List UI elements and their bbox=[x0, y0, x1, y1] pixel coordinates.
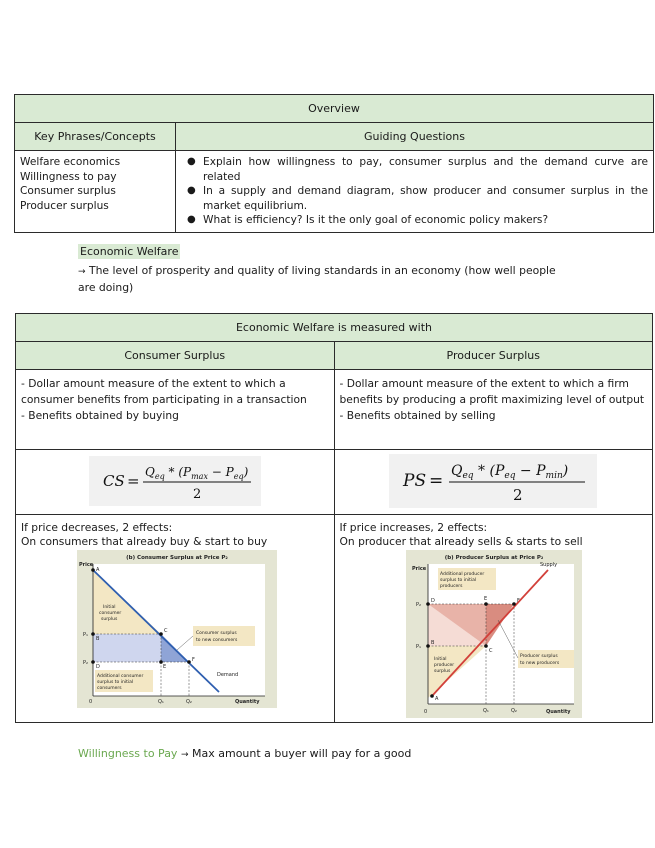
ps-x-axis-label: Quantity bbox=[545, 709, 570, 715]
welfare-definition-text: The level of prosperity and quality of living standards in an economy (how well people are doing) bbox=[78, 264, 556, 294]
producer-effects-line2: On producer that already sells & starts to sell bbox=[339, 534, 583, 548]
overview-table bbox=[14, 94, 654, 233]
ps-formula-lhs: PS bbox=[403, 470, 427, 491]
cs-formula-denominator: 2 bbox=[192, 486, 202, 502]
consumer-effects-cell bbox=[16, 515, 335, 723]
overview-title: Overview bbox=[15, 95, 654, 123]
svg-text:producer: producer bbox=[433, 663, 454, 668]
producer-surplus-definition bbox=[334, 370, 653, 450]
phrase-item: Producer surplus bbox=[20, 199, 109, 212]
svg-text:Additional producer: Additional producer bbox=[439, 572, 484, 577]
willingness-to-pay-line bbox=[78, 747, 411, 760]
question-item: ● Explain how willingness to pay, consumer surplus and the demand curve are related bbox=[203, 155, 648, 184]
cs-formula-numerator: $Q_{eq} * (P_{max} - P_{eq})$ bbox=[144, 464, 249, 481]
phrase-item: Willingness to pay bbox=[20, 170, 117, 183]
svg-text:C: C bbox=[488, 648, 492, 654]
ps-origin: 0 bbox=[423, 709, 427, 715]
svg-text:D: D bbox=[96, 664, 100, 670]
ps-formula-denominator: 2 bbox=[513, 485, 523, 504]
svg-text:Q₁: Q₁ bbox=[158, 699, 164, 705]
willingness-to-pay-term: Willingness to Pay bbox=[78, 747, 178, 760]
svg-text:P₂: P₂ bbox=[83, 660, 89, 666]
svg-text:consumers: consumers bbox=[97, 686, 122, 691]
arrow-icon: → bbox=[78, 267, 86, 277]
consumer-def-line: - Benefits obtained by buying bbox=[21, 409, 179, 422]
svg-text:to new producers: to new producers bbox=[519, 661, 559, 666]
producer-surplus-graph bbox=[406, 550, 582, 718]
svg-text:surplus to initial: surplus to initial bbox=[439, 578, 476, 583]
key-phrases-header: Key Phrases/Concepts bbox=[15, 123, 176, 151]
svg-text:surplus: surplus bbox=[433, 669, 450, 674]
question-item: ● In a supply and demand diagram, show producer and consumer surplus in the market equilibrium. bbox=[203, 184, 648, 213]
svg-text:F: F bbox=[516, 598, 520, 604]
cs-origin: 0 bbox=[89, 699, 93, 705]
measures-title: Economic Welfare is measured with bbox=[16, 314, 653, 342]
svg-text:surplus to initial: surplus to initial bbox=[97, 680, 134, 685]
svg-text:Q₁: Q₁ bbox=[482, 708, 489, 714]
welfare-measures-table bbox=[15, 313, 653, 723]
economic-welfare-heading: Economic Welfare bbox=[80, 245, 179, 258]
arrow-icon: → bbox=[180, 750, 189, 760]
willingness-to-pay-definition: Max amount a buyer will pay for a good bbox=[192, 747, 412, 760]
producer-effects-cell bbox=[334, 515, 653, 723]
consumer-def-line: - Dollar amount measure of the extent to which a consumer benefits from participating in a transaction bbox=[21, 377, 307, 406]
svg-text:D: D bbox=[430, 598, 435, 604]
cs-y-axis-label: Price bbox=[79, 562, 94, 568]
svg-text:E: E bbox=[483, 596, 487, 602]
consumer-surplus-definition bbox=[16, 370, 335, 450]
svg-text:Initial: Initial bbox=[103, 605, 116, 610]
svg-text:C: C bbox=[164, 628, 168, 634]
demand-label: Demand bbox=[217, 672, 239, 678]
guiding-questions-list bbox=[176, 151, 654, 233]
phrase-item: Consumer surplus bbox=[20, 185, 116, 197]
producer-surplus-formula bbox=[334, 450, 653, 515]
consumer-surplus-formula bbox=[16, 450, 335, 515]
svg-text:A: A bbox=[434, 696, 438, 702]
svg-text:F: F bbox=[192, 657, 195, 663]
svg-text:Additional consumer: Additional consumer bbox=[97, 674, 144, 679]
ps-formula-graphic bbox=[395, 456, 591, 506]
cs-formula-graphic bbox=[95, 458, 255, 504]
economic-welfare-definition bbox=[78, 263, 558, 296]
cs-x-axis-label: Quantity bbox=[235, 699, 260, 705]
producer-surplus-header: Producer Surplus bbox=[334, 342, 653, 370]
question-item: ● What is efficiency? Is it the only goal of economic policy makers? bbox=[203, 213, 648, 228]
svg-text:producers: producers bbox=[439, 584, 463, 589]
svg-text:surplus: surplus bbox=[101, 617, 118, 622]
svg-text:to new consumers: to new consumers bbox=[196, 638, 238, 643]
svg-text:Initial: Initial bbox=[433, 657, 446, 662]
key-phrases-list bbox=[15, 151, 176, 233]
producer-def-line: - Benefits obtained by selling bbox=[339, 409, 496, 422]
cs-graph-title: (b) Consumer Surplus at Price P₂ bbox=[126, 555, 228, 561]
consumer-effects-line2: On consumers that already buy & start to buy bbox=[21, 534, 268, 548]
consumer-surplus-graph bbox=[77, 550, 277, 708]
cs-formula-lhs: CS bbox=[102, 471, 125, 490]
svg-text:B: B bbox=[430, 640, 434, 646]
svg-text:E: E bbox=[163, 664, 167, 670]
producer-effects-line1: If price increases, 2 effects: bbox=[339, 521, 488, 534]
ps-formula-numerator: $Q_{eq} * (P_{eq} - P_{min})$ bbox=[451, 462, 569, 481]
consumer-surplus-header: Consumer Surplus bbox=[16, 342, 335, 370]
svg-text:B: B bbox=[96, 636, 100, 642]
ps-graph-title: (b) Producer Surplus at Price P₂ bbox=[444, 555, 543, 561]
svg-text:=: = bbox=[126, 471, 140, 490]
guiding-questions-header: Guiding Questions bbox=[176, 123, 654, 151]
svg-text:Q₂: Q₂ bbox=[186, 699, 192, 705]
svg-text:A: A bbox=[96, 567, 100, 573]
svg-text:Consumer surplus: Consumer surplus bbox=[196, 631, 237, 636]
ps-y-axis-label: Price bbox=[411, 566, 426, 572]
svg-text:P₂: P₂ bbox=[415, 602, 421, 608]
producer-def-line: - Dollar amount measure of the extent to which a firm benefits by producing a profit maximizing level of output bbox=[339, 377, 645, 406]
svg-text:Producer surplus: Producer surplus bbox=[519, 654, 558, 659]
svg-text:consumer: consumer bbox=[99, 611, 122, 616]
svg-text:Q₂: Q₂ bbox=[510, 708, 517, 714]
svg-text:P₁: P₁ bbox=[83, 632, 89, 638]
supply-label: Supply bbox=[539, 562, 557, 568]
svg-text:P₁: P₁ bbox=[415, 644, 421, 650]
svg-text:=: = bbox=[429, 470, 444, 491]
phrase-item: Welfare economics bbox=[20, 156, 121, 168]
consumer-effects-line1: If price decreases, 2 effects: bbox=[21, 521, 173, 534]
